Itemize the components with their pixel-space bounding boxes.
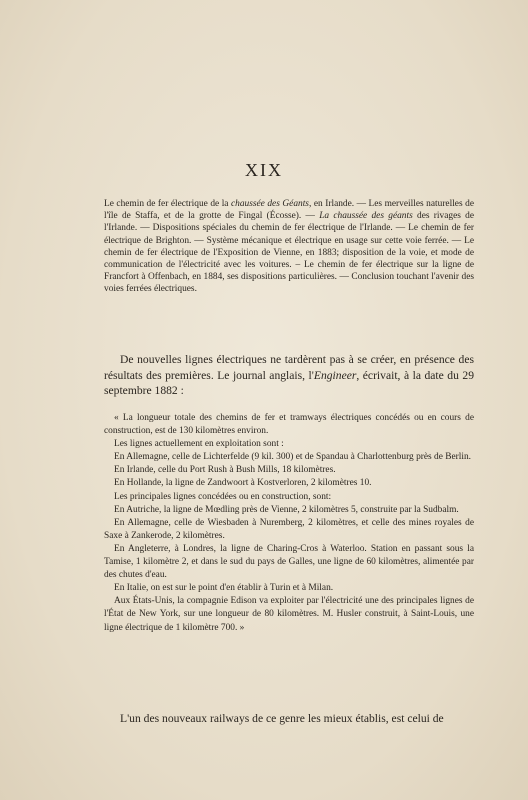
closing-paragraph: L'un des nouveaux railways de ce genre les mieux établis, est celui de	[120, 712, 444, 725]
summary-text-2: , en Irlande. — Les merveilles naturelles de l'île de Staffa, et de la grotte de Fingal (Écosse). —	[104, 199, 474, 222]
quote-paragraph: Aux États-Unis, la compagnie Edison va exploiter par l'électricité une des principales lignes de l'État de New York, sur une longueur de 80 kilomètres. M. Husler construit, à Saint-Louis, une ligne électrique de 1 kilomètre 700. »	[104, 596, 474, 633]
chapter-summary	[104, 198, 474, 296]
summary-text-3: des rivages de l'Irlande. — Dispositions spéciales du chemin de fer électrique de l'Irlande. — Le chemin de fer électrique de Brighton. — Système mécanique et électrique en usage sur cette voie ferrée. — Le chemin de fer électrique de l'Exposition de Vienne, en 1883; disposition de la voie, et mode de communication de l'électricité avec les voitures. – Le chemin de fer électrique sur la ligne de Francfort à Offenbach, en 1884, ses dispositions particulières. — Conclusion touchant l'avenir des voies ferrées électriques.	[104, 211, 475, 295]
quote-paragraph: En Angleterre, à Londres, la ligne de Charing-Cros à Waterloo. Station en passant sous la Tamise, 1 kilomètre 2, et dans le sud du pays de Galles, une ligne de 60 kilomètres, alimentée par des chutes d'eau.	[104, 543, 474, 581]
intro-text-b: , écrivait, à la date du 29 septembre 1882 :	[104, 368, 474, 397]
quote-paragraph: Les lignes actuellement en exploitation sont :	[114, 439, 284, 450]
summary-italic-1: chaussée des Géants	[231, 199, 309, 209]
quote-paragraph: « La longueur totale des chemins de fer et tramways électriques concédés ou en cours de construction, est de 130 kilomètres environ.	[104, 413, 474, 437]
quotation-block	[104, 412, 474, 635]
chapter-number: XIX	[245, 160, 283, 180]
intro-text-a: De nouvelles lignes électriques ne tardèrent pas à se créer, en présence des résultats des premières. Le journal anglais, l'	[104, 353, 474, 382]
quote-paragraph: En Allemagne, celle de Lichterfelde (9 kil. 300) et de Spandau à Charlottenburg près de Berlin.	[114, 452, 471, 463]
quote-paragraph: Les principales lignes concédées ou en construction, sont:	[114, 491, 332, 502]
summary-italic-2: La chaussée des géants	[319, 211, 413, 222]
summary-text-1: Le chemin de fer électrique de la	[104, 199, 231, 209]
journal-name: Engineer	[313, 368, 357, 382]
quote-paragraph: En Irlande, celle du Port Rush à Bush Mills, 18 kilomètres.	[114, 465, 336, 476]
quote-paragraph: En Italie, on est sur le point d'en établir à Turin et à Milan.	[114, 583, 334, 594]
quote-paragraph: En Allemagne, celle de Wiesbaden à Nuremberg, 2 kilomètres, et celle des mines royales de Saxe à Zankerode, 2 kilomètres.	[104, 517, 474, 541]
intro-paragraph	[104, 352, 474, 399]
quote-paragraph: En Hollande, la ligne de Zandwoort à Kostverloren, 2 kilomètres 10.	[114, 478, 372, 489]
quote-paragraph: En Autriche, la ligne de Mœdling près de Vienne, 2 kilomètres 5, construite par la Sudbalm.	[114, 504, 459, 515]
